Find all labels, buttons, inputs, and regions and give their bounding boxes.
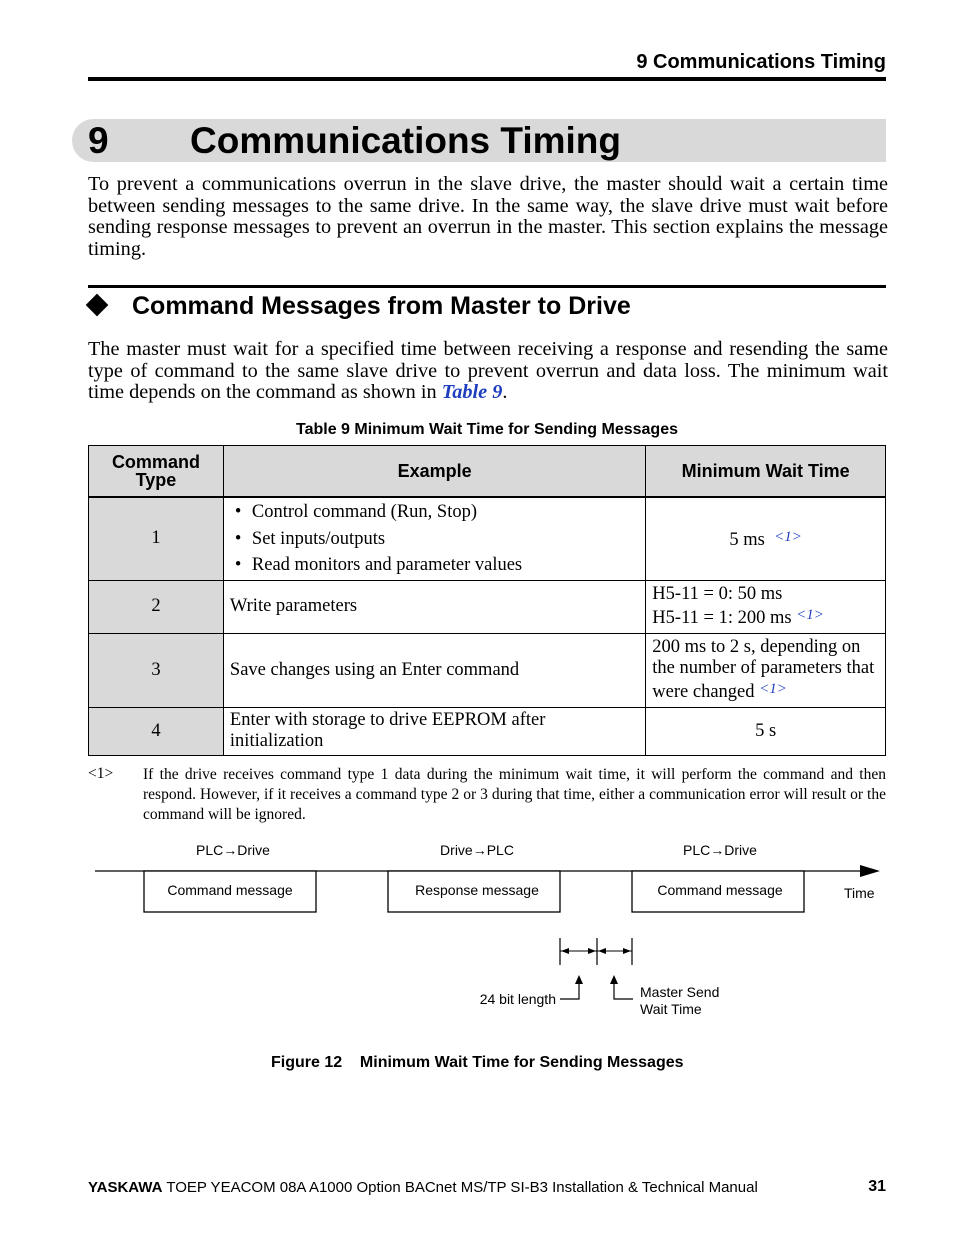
note-ref-link[interactable]: <1> bbox=[796, 607, 824, 623]
running-header: 9 Communications Timing bbox=[636, 51, 886, 73]
message-box-label: Command message bbox=[167, 882, 293, 898]
wait-time-arrow bbox=[610, 975, 618, 984]
type-cell: 2 bbox=[89, 580, 224, 633]
wait-value: 200 ms to 2 s, depending on bbox=[652, 637, 861, 657]
bit-length-arrow bbox=[575, 975, 583, 984]
example-cell: Write parameters bbox=[223, 580, 645, 633]
wait-value: were changed bbox=[652, 682, 755, 702]
wait-value: the number of parameters that bbox=[652, 658, 875, 678]
page-number: 31 bbox=[868, 1178, 886, 1195]
time-arrow-head bbox=[860, 865, 880, 877]
time-label: Time bbox=[844, 885, 875, 901]
direction-label: PLC→Drive bbox=[683, 842, 757, 858]
footnote-text: If the drive receives command type 1 data during the minimum wait time, it will perform the command and then respond. However, if it receives a command type 2 or 3 during that time, either a communication error will result or the command will be ignored. bbox=[143, 766, 886, 823]
note-ref-link[interactable]: <1> bbox=[774, 528, 802, 545]
type-cell: 1 bbox=[89, 497, 224, 580]
example-item: • Read monitors and parameter values bbox=[230, 552, 639, 579]
example-item: • Control command (Run, Stop) bbox=[230, 499, 639, 526]
chapter-number: 9 bbox=[88, 120, 109, 161]
intro-paragraph: To prevent a communications overrun in the slave drive, the master should wait a certain time between sending messages to the same drive. In the same way, the slave drive must wait before sending response messages to prevent an overrun in the master. This section explains the message timing. bbox=[88, 173, 888, 260]
note-ref-link[interactable]: <1> bbox=[759, 681, 787, 697]
table-9-link[interactable]: Table 9 bbox=[441, 381, 503, 404]
type-cell: 4 bbox=[89, 707, 224, 755]
wait-value: H5-11 = 1: 200 ms bbox=[652, 608, 792, 628]
footer-text bbox=[88, 1179, 758, 1196]
footnote-marker: <1> bbox=[88, 765, 114, 782]
example-item: • Set inputs/outputs bbox=[230, 526, 639, 553]
command-paragraph-text: The master must wait for a specified time between receiving a response and resending the same type of command to the same slave drive to prevent overrun and data loss. The minimum wait time depends on the command as shown in bbox=[88, 338, 888, 404]
figure-caption: Figure 12 Minimum Wait Time for Sending Messages bbox=[271, 1054, 684, 1071]
direction-label: Drive→PLC bbox=[440, 842, 514, 858]
type-cell: 3 bbox=[89, 633, 224, 707]
header-command-type: Command Type bbox=[89, 446, 224, 498]
dimension-arrow bbox=[623, 948, 631, 954]
wait-cell: 5 s bbox=[646, 707, 886, 755]
bit-length-label: 24 bit length bbox=[479, 991, 556, 1007]
table-caption: Table 9 Minimum Wait Time for Sending Messages bbox=[296, 421, 678, 438]
command-paragraph-end: . bbox=[502, 381, 508, 404]
dimension-arrow bbox=[561, 948, 569, 954]
section-title: Command Messages from Master to Drive bbox=[132, 292, 631, 320]
wait-value: 5 ms bbox=[729, 529, 765, 550]
master-send-label: Master Send bbox=[640, 984, 720, 1000]
header-minimum-wait-time: Minimum Wait Time bbox=[646, 446, 886, 498]
wait-value: H5-11 = 0: 50 ms bbox=[652, 584, 783, 604]
chapter-title: Communications Timing bbox=[190, 120, 622, 161]
master-send-label: Wait Time bbox=[640, 1001, 702, 1017]
example-cell: Enter with storage to drive EEPROM after initialization bbox=[223, 707, 645, 755]
footer-manual-title: TOEP YEACOM 08A A1000 Option BACnet MS/TP SI-B3 Installation & Technical Manual bbox=[162, 1179, 758, 1196]
dimension-arrow bbox=[588, 948, 596, 954]
message-box-label: Command message bbox=[657, 882, 783, 898]
footer-brand: YASKAWA bbox=[88, 1179, 163, 1196]
direction-label: PLC→Drive bbox=[196, 842, 270, 858]
message-box-label: Response message bbox=[415, 882, 539, 898]
example-cell: Save changes using an Enter command bbox=[223, 633, 645, 707]
header-example: Example bbox=[223, 446, 645, 498]
dimension-arrow bbox=[598, 948, 606, 954]
